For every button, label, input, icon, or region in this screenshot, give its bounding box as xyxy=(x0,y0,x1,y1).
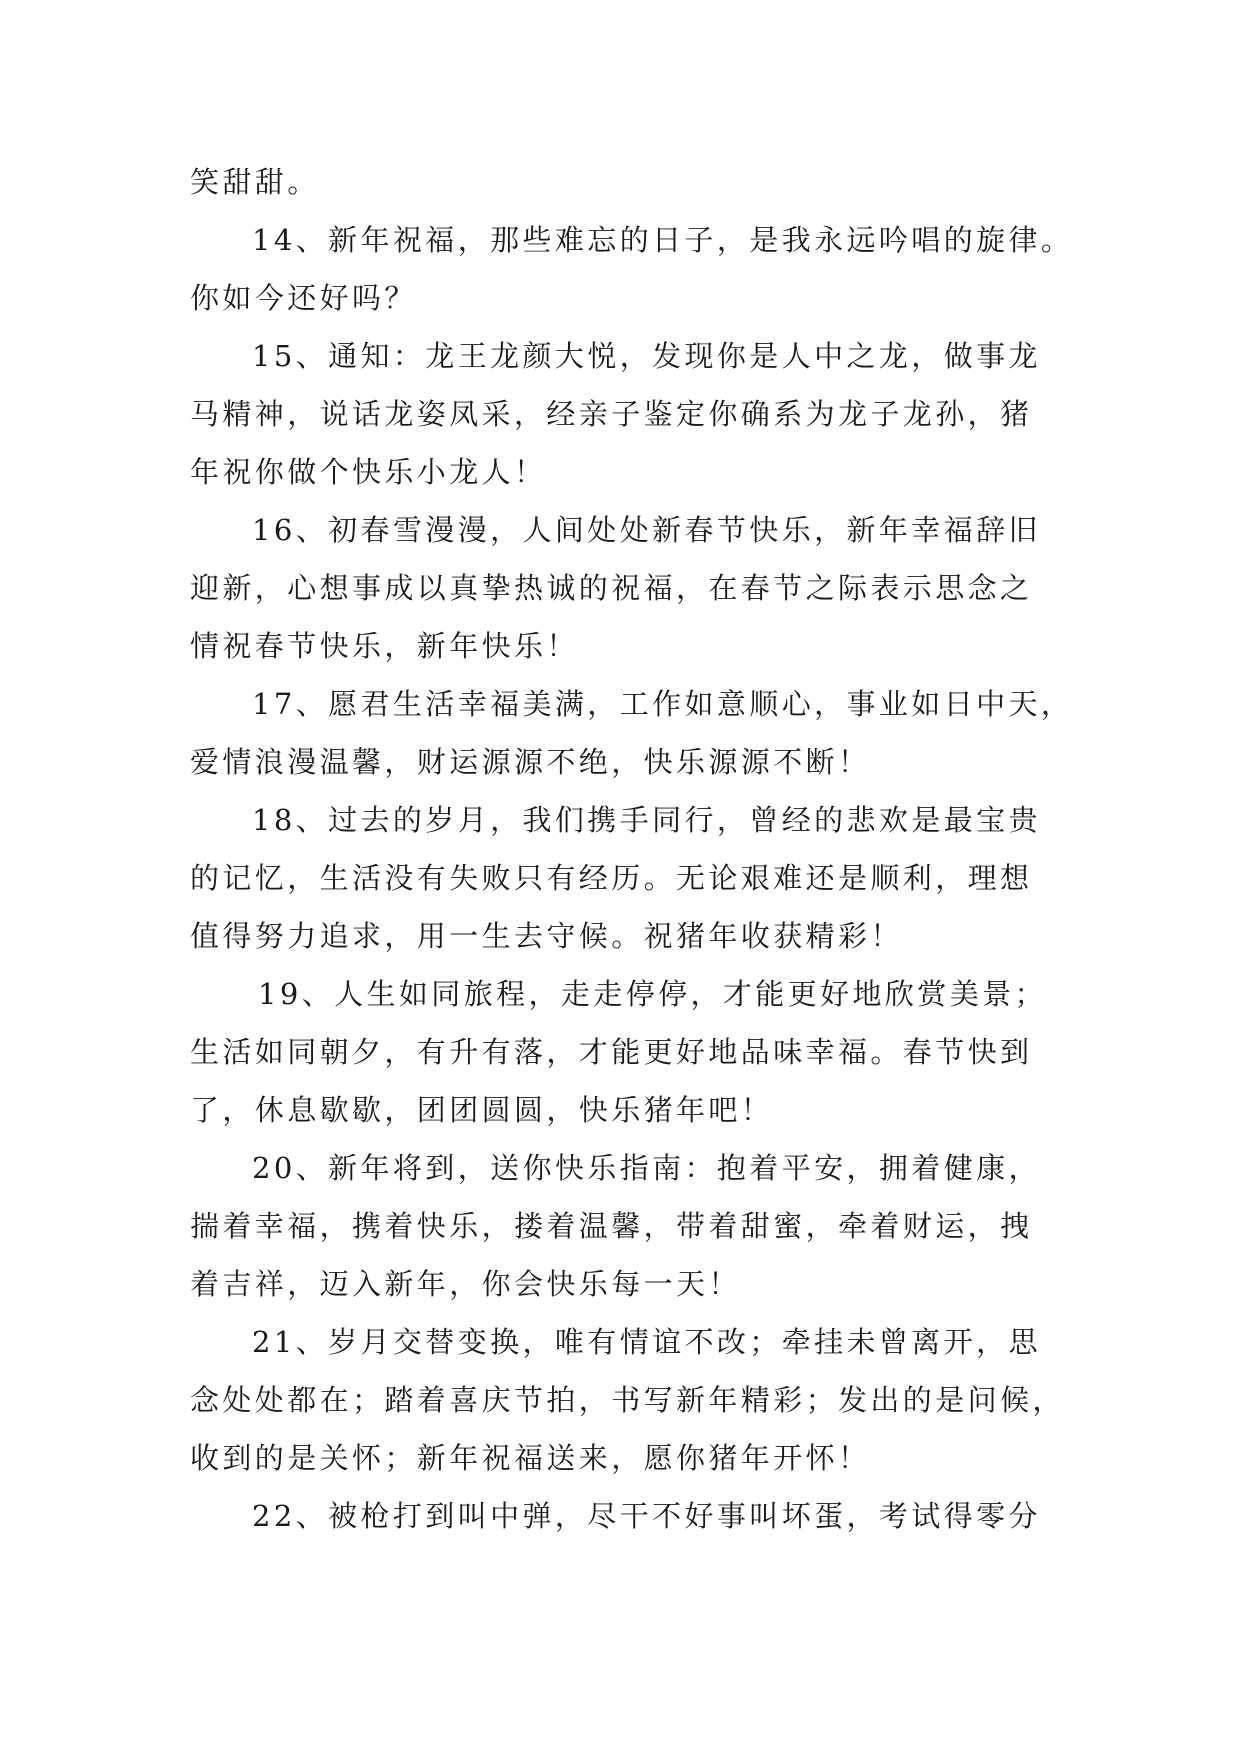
text-line: 22、被枪打到叫中弹，尽干不好事叫坏蛋，考试得零分 xyxy=(252,1499,1041,1533)
text-line: 迎新，心想事成以真挚热诚的祝福，在春节之际表示思念之 xyxy=(190,571,1033,605)
text-line: 念处处都在；踏着喜庆节拍，书写新年精彩；发出的是问候， xyxy=(190,1383,1065,1417)
text-line: 19、人生如同旅程，走走停停，才能更好地欣赏美景； xyxy=(258,977,1047,1011)
text-line: 20、新年将到，送你快乐指南：抱着平安，拥着健康， xyxy=(252,1151,1041,1185)
text-line: 值得努力追求，用一生去守候。祝猪年收获精彩！ xyxy=(190,919,903,953)
text-line: 着吉祥，迈入新年，你会快乐每一天！ xyxy=(190,1267,741,1301)
text-line: 21、岁月交替变换，唯有情谊不改；牵挂未曾离开，思 xyxy=(252,1325,1041,1359)
text-line: 年祝你做个快乐小龙人！ xyxy=(190,455,547,489)
text-line: 18、过去的岁月，我们携手同行，曾经的悲欢是最宝贵 xyxy=(252,803,1041,837)
text-line: 情祝春节快乐，新年快乐！ xyxy=(190,629,579,663)
text-line: 揣着幸福，携着快乐，搂着温馨，带着甜蜜，牵着财运，拽 xyxy=(190,1209,1033,1243)
text-line: 收到的是关怀；新年祝福送来，愿你猪年开怀！ xyxy=(190,1441,871,1475)
text-line: 15、通知：龙王龙颜大悦，发现你是人中之龙，做事龙 xyxy=(252,339,1041,373)
text-line: 14、新年祝福，那些难忘的日子，是我永远吟唱的旋律。 xyxy=(252,223,1074,257)
text-line: 马精神，说话龙姿凤采，经亲子鉴定你确系为龙子龙孙，猪 xyxy=(190,397,1033,431)
text-line: 16、初春雪漫漫，人间处处新春节快乐，新年幸福辞旧 xyxy=(252,513,1041,547)
text-line: 17、愿君生活幸福美满，工作如意顺心，事业如日中天， xyxy=(252,687,1074,721)
text-line: 爱情浪漫温馨，财运源源不绝，快乐源源不断！ xyxy=(190,745,871,779)
text-line: 生活如同朝夕，有升有落，才能更好地品味幸福。春节快到 xyxy=(190,1035,1033,1069)
text-line: 了，休息歇歇，团团圆圆，快乐猪年吧！ xyxy=(190,1093,774,1127)
text-line: 你如今还好吗？ xyxy=(190,281,417,315)
text-line: 笑甜甜。 xyxy=(190,165,320,199)
text-line: 的记忆，生活没有失败只有经历。无论艰难还是顺利，理想 xyxy=(190,861,1033,895)
